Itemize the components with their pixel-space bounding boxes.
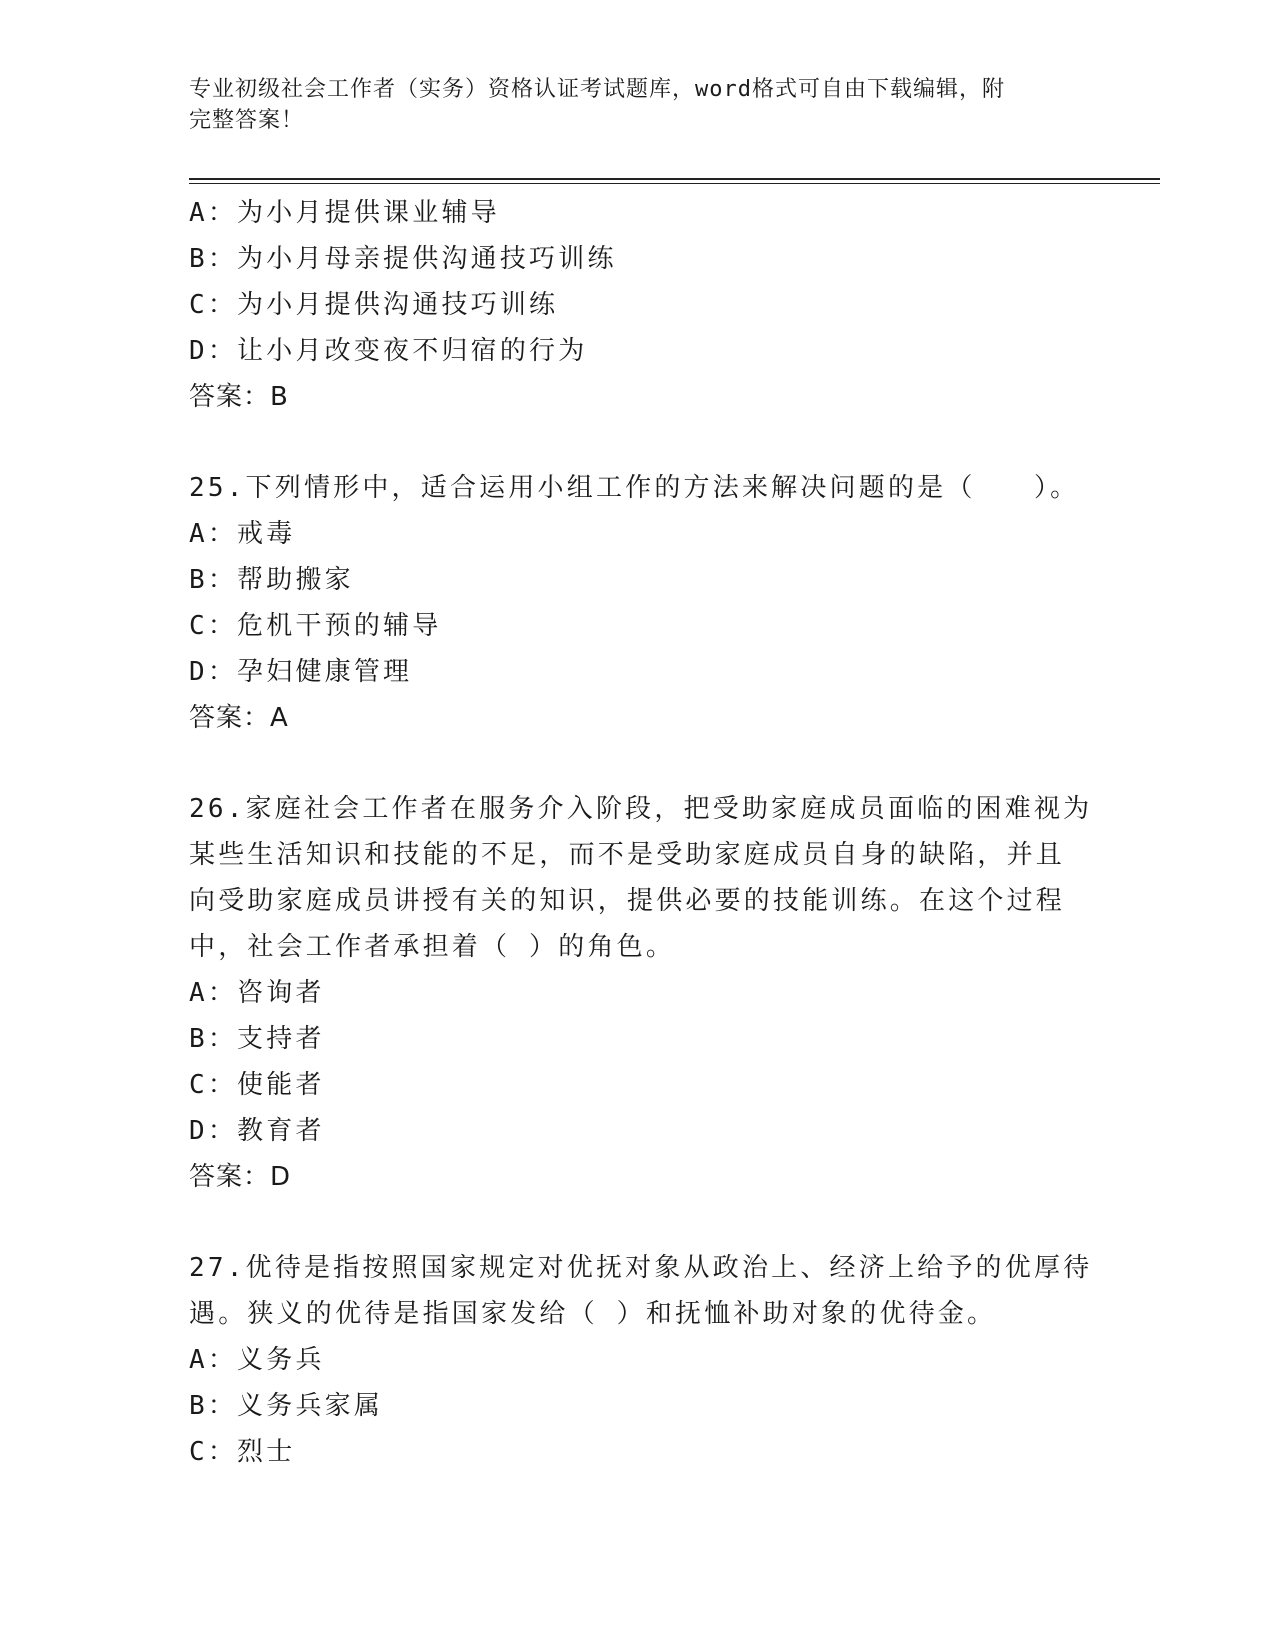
option-c: C：为小月提供沟通技巧训练	[189, 290, 559, 320]
answer-line: 答案：B	[189, 382, 289, 412]
header-line-2: 完整答案！	[189, 108, 305, 133]
answer-line: 答案：A	[189, 703, 289, 733]
question-stem: 25.下列情形中，适合运用小组工作的方法来解决问题的是（ ）。	[189, 473, 1080, 503]
spacer	[189, 420, 1089, 465]
option-c: C：烈士	[189, 1437, 296, 1467]
question-stem-line-1: 27.优待是指按照国家规定对优抚对象从政治上、经济上给予的优厚待	[189, 1253, 1093, 1283]
spacer	[189, 741, 1089, 786]
option-b: B：支持者	[189, 1024, 325, 1054]
option-a: A：义务兵	[189, 1345, 325, 1375]
option-b: B：为小月母亲提供沟通技巧训练	[189, 244, 617, 274]
spacer	[189, 1200, 1089, 1245]
question-stem-line-4: 中，社会工作者承担着（ ）的角色。	[189, 932, 676, 962]
answer-line: 答案：D	[189, 1162, 292, 1192]
question-stem-line-2: 遇。狭义的优待是指国家发给（ ）和抚恤补助对象的优待金。	[189, 1299, 997, 1329]
question-25	[189, 465, 1089, 741]
option-a: A：为小月提供课业辅导	[189, 198, 500, 228]
question-stem-line-2: 某些生活知识和技能的不足，而不是受助家庭成员自身的缺陷，并且	[189, 840, 1066, 870]
option-a: A：戒毒	[189, 519, 296, 549]
option-b: B：义务兵家属	[189, 1391, 384, 1421]
question-27	[189, 1245, 1093, 1475]
header-line-1: 专业初级社会工作者（实务）资格认证考试题库，word格式可自由下载编辑，附	[189, 77, 1005, 102]
question-stem-line-1: 26.家庭社会工作者在服务介入阶段，把受助家庭成员面临的困难视为	[189, 794, 1093, 824]
option-a: A：咨询者	[189, 978, 325, 1008]
question-list	[189, 190, 1093, 1475]
option-c: C：危机干预的辅导	[189, 611, 442, 641]
option-b: B：帮助搬家	[189, 565, 354, 595]
header-divider-thin	[189, 183, 1160, 184]
header-divider-thick	[189, 178, 1160, 180]
option-d: D：让小月改变夜不归宿的行为	[189, 336, 588, 366]
question-stem-line-3: 向受助家庭成员讲授有关的知识，提供必要的技能训练。在这个过程	[189, 886, 1066, 916]
question-26	[189, 786, 1093, 1200]
option-d: D：教育者	[189, 1116, 325, 1146]
option-d: D：孕妇健康管理	[189, 657, 413, 687]
option-c: C：使能者	[189, 1070, 325, 1100]
page-header	[189, 74, 1089, 136]
question-24	[189, 190, 1089, 420]
